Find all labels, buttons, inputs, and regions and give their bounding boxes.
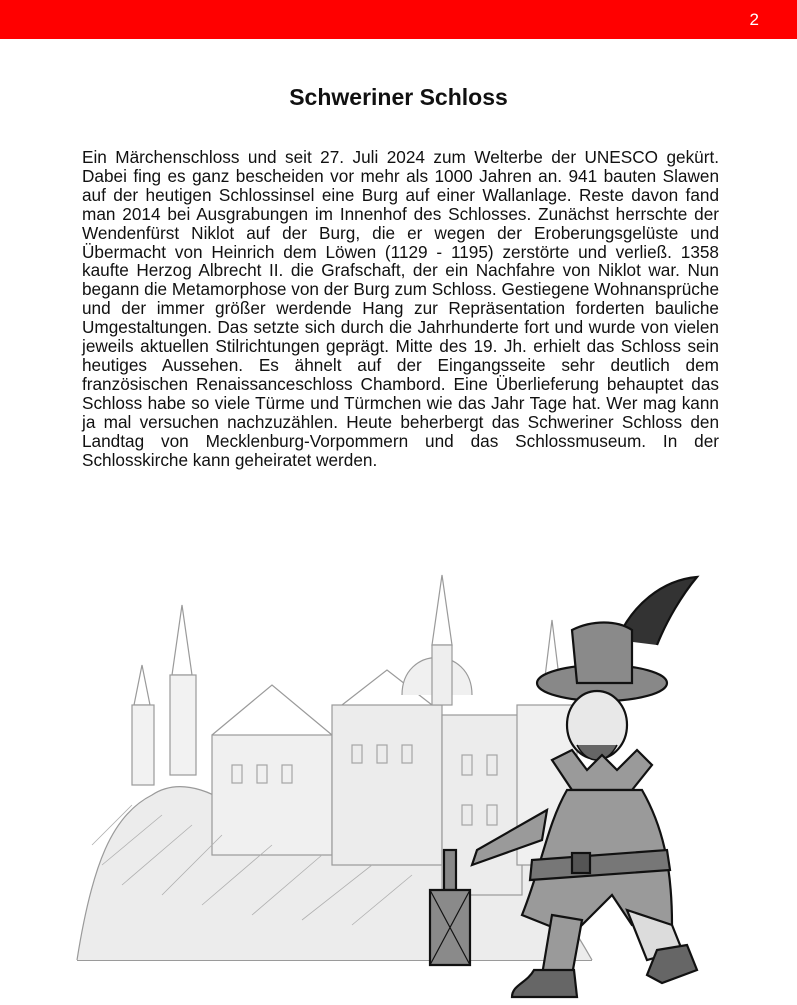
page-title: Schweriner Schloss xyxy=(289,84,508,110)
header-bar xyxy=(0,0,797,39)
illustration xyxy=(72,565,732,1000)
body-paragraph: Ein Märchenschloss und seit 27. Juli 2024 zum Welterbe der UNESCO gekürt. Dabei fing es ganz bescheiden vor mehr als 1000 Jahren an. 941 bauten Slawen auf der heutigen Schlossinsel eine Burg auf einer Wallanlage. Reste davon fand man 2014 bei Ausgrabungen im Innenhof des Schlosses. Zunächst herrschte der Wendenfürst Niklot auf der Burg, die er wegen der Eroberungsgelüste und Übermacht von Heinrich dem Löwen (1129 - 1195) zerstörte und verließ. 1358 kaufte Herzog Albrecht II. die Grafschaft, der ein Nachfahre von Niklot war. Nun begann die Metamorphose von der Burg zum Schloss. Gestiegene Wohnansprüche und der immer größer werdende Hang zur Repräsentation forderten bauliche Umgestaltungen. Das setzte sich durch die Jahrhunderte fort und wurde von vielen jeweils aktuellen Stilrichtungen geprägt. Mitte des 19. Jh. erhielt das Schloss sein heutiges Aussehen. Es ähnelt auf der Eingangsseite sehr deutlich dem französischen Renaissanceschloss Chambord. Eine Überlieferung behauptet das Schloss habe so viele Türme und Türmchen wie das Jahr Tage hat. Wer mag kann ja mal versuchen nachzuzählen. Heute beherbergt das Schweriner Schloss den Landtag von Mecklenburg-Vorpommern und das Schlossmuseum. In der Schlosskirche kann geheiratet werden. xyxy=(82,147,719,470)
page-number: 2 xyxy=(749,10,759,29)
castle-illustration xyxy=(72,565,732,1000)
castle-sketch xyxy=(77,575,592,960)
